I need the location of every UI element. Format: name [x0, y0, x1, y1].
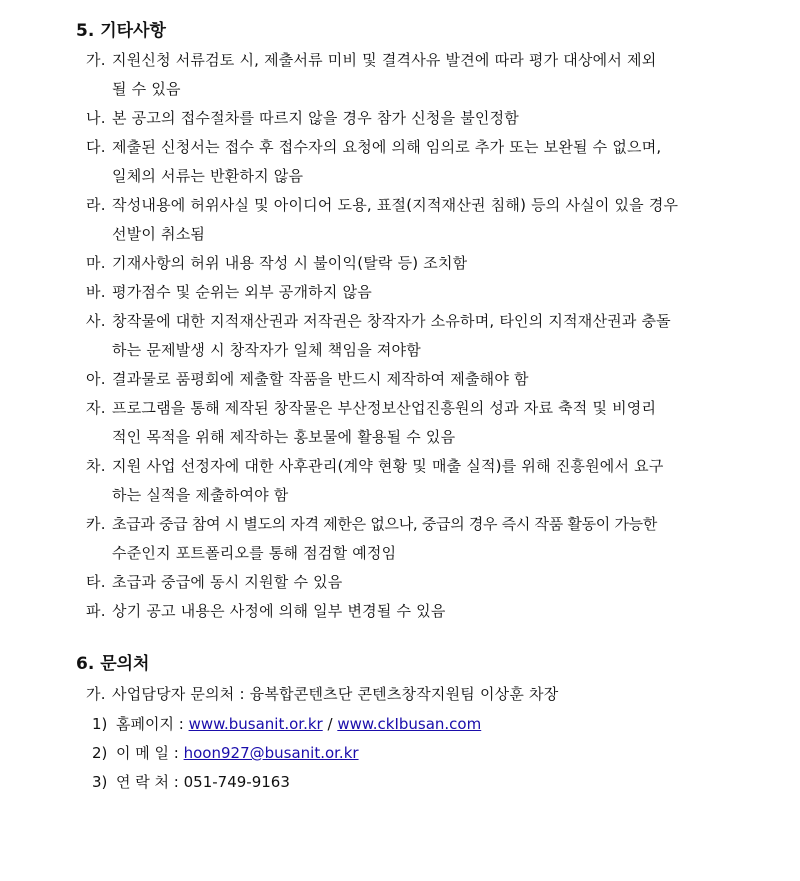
item-text: 창작물에 대한 지적재산권과 저작권은 창작자가 소유하며, 타인의 지적재산권과 충돌: [112, 312, 671, 330]
item-marker: 가.: [86, 685, 106, 703]
item-marker: 차.: [86, 457, 106, 475]
homepage-label: 홈페이지 :: [116, 715, 189, 733]
item-marker: 2): [92, 744, 108, 762]
item-text-continued: 선발이 취소됨: [112, 225, 206, 243]
item-marker: 파.: [86, 602, 106, 620]
list-item: [86, 104, 726, 133]
item-text-continued: 적인 목적을 위해 제작하는 홍보물에 활용될 수 있음: [112, 428, 456, 446]
item-text: 평가점수 및 순위는 외부 공개하지 않음: [112, 283, 372, 301]
item-text: 초급과 중급에 동시 지원할 수 있음: [112, 573, 343, 591]
item-text: 기재사항의 허위 내용 작성 시 불이익(탈락 등) 조치함: [112, 254, 468, 272]
section-6-heading: 6. 문의처: [76, 654, 150, 674]
item-text: 지원신청 서류검토 시, 제출서류 미비 및 결격사유 발견에 따라 평가 대상에서 제외: [112, 51, 657, 69]
email-link[interactable]: hoon927@busanit.or.kr: [183, 744, 359, 762]
contact-item: [86, 680, 726, 709]
item-marker: 라.: [86, 196, 106, 214]
phone-label: 연 락 처 :: [116, 773, 184, 791]
item-marker: 자.: [86, 399, 106, 417]
item-marker: 3): [92, 773, 108, 791]
homepage-link-ckl[interactable]: www.ckIbusan.com: [337, 715, 482, 733]
section-5-heading: 5. 기타사항: [76, 21, 166, 41]
item-text: 작성내용에 허위사실 및 아이디어 도용, 표절(지적재산권 침해) 등의 사실이 있을 경우: [112, 196, 679, 214]
item-marker: 사.: [86, 312, 106, 330]
item-marker: 1): [92, 715, 108, 733]
item-marker: 카.: [86, 515, 106, 533]
list-item: [86, 394, 726, 452]
item-marker: 마.: [86, 254, 106, 272]
item-text-continued: 하는 실적을 제출하여야 함: [112, 486, 289, 504]
item-text: 본 공고의 접수절차를 따르지 않을 경우 참가 신청을 불인정함: [112, 109, 519, 127]
item-text-continued: 수준인지 포트폴리오를 통해 점검할 예정임: [112, 544, 397, 562]
item-text: 결과물로 품평회에 제출할 작품을 반드시 제작하여 제출해야 함: [112, 370, 529, 388]
list-item: [86, 452, 726, 510]
list-item: [86, 568, 726, 597]
item-text: 초급과 중급 참여 시 별도의 자격 제한은 없으나, 중급의 경우 즉시 작품 활동이 가능한: [112, 515, 658, 533]
item-text: 프로그램을 통해 제작된 창작물은 부산정보산업진흥원의 성과 자료 축적 및 비영리: [112, 399, 657, 417]
list-item: [86, 46, 726, 104]
item-marker: 아.: [86, 370, 106, 388]
link-separator: /: [322, 715, 338, 733]
list-item: [86, 191, 726, 249]
list-item: [86, 365, 726, 394]
list-item: [86, 249, 726, 278]
item-text: 제출된 신청서는 접수 후 접수자의 요청에 의해 임의로 추가 또는 보완될 수 없으며,: [112, 138, 662, 156]
list-item: [86, 597, 726, 626]
item-text-continued: 하는 문제발생 시 창작자가 일체 책임을 져야함: [112, 341, 421, 359]
item-text-continued: 일체의 서류는 반환하지 않음: [112, 167, 304, 185]
list-item: [86, 510, 726, 568]
email-row: [92, 739, 732, 768]
homepage-row: [92, 710, 732, 739]
phone-row: [92, 768, 732, 797]
item-marker: 바.: [86, 283, 106, 301]
item-marker: 타.: [86, 573, 106, 591]
item-text: 지원 사업 선정자에 대한 사후관리(계약 현황 및 매출 실적)를 위해 진흥원에서 요구: [112, 457, 664, 475]
homepage-link-busanit[interactable]: www.busanit.or.kr: [188, 715, 323, 733]
list-item: [86, 307, 726, 365]
item-marker: 나.: [86, 109, 106, 127]
item-text: 상기 공고 내용은 사정에 의해 일부 변경될 수 있음: [112, 602, 446, 620]
item-marker: 다.: [86, 138, 106, 156]
email-label: 이 메 일 :: [116, 744, 184, 762]
item-marker: 가.: [86, 51, 106, 69]
item-text-continued: 될 수 있음: [112, 80, 181, 98]
phone-value: 051-749-9163: [183, 773, 290, 791]
contact-text: 사업담당자 문의처 : 융복합콘텐츠단 콘텐츠창작지원팀 이상훈 차장: [112, 685, 559, 703]
list-item: [86, 133, 726, 191]
list-item: [86, 278, 726, 307]
